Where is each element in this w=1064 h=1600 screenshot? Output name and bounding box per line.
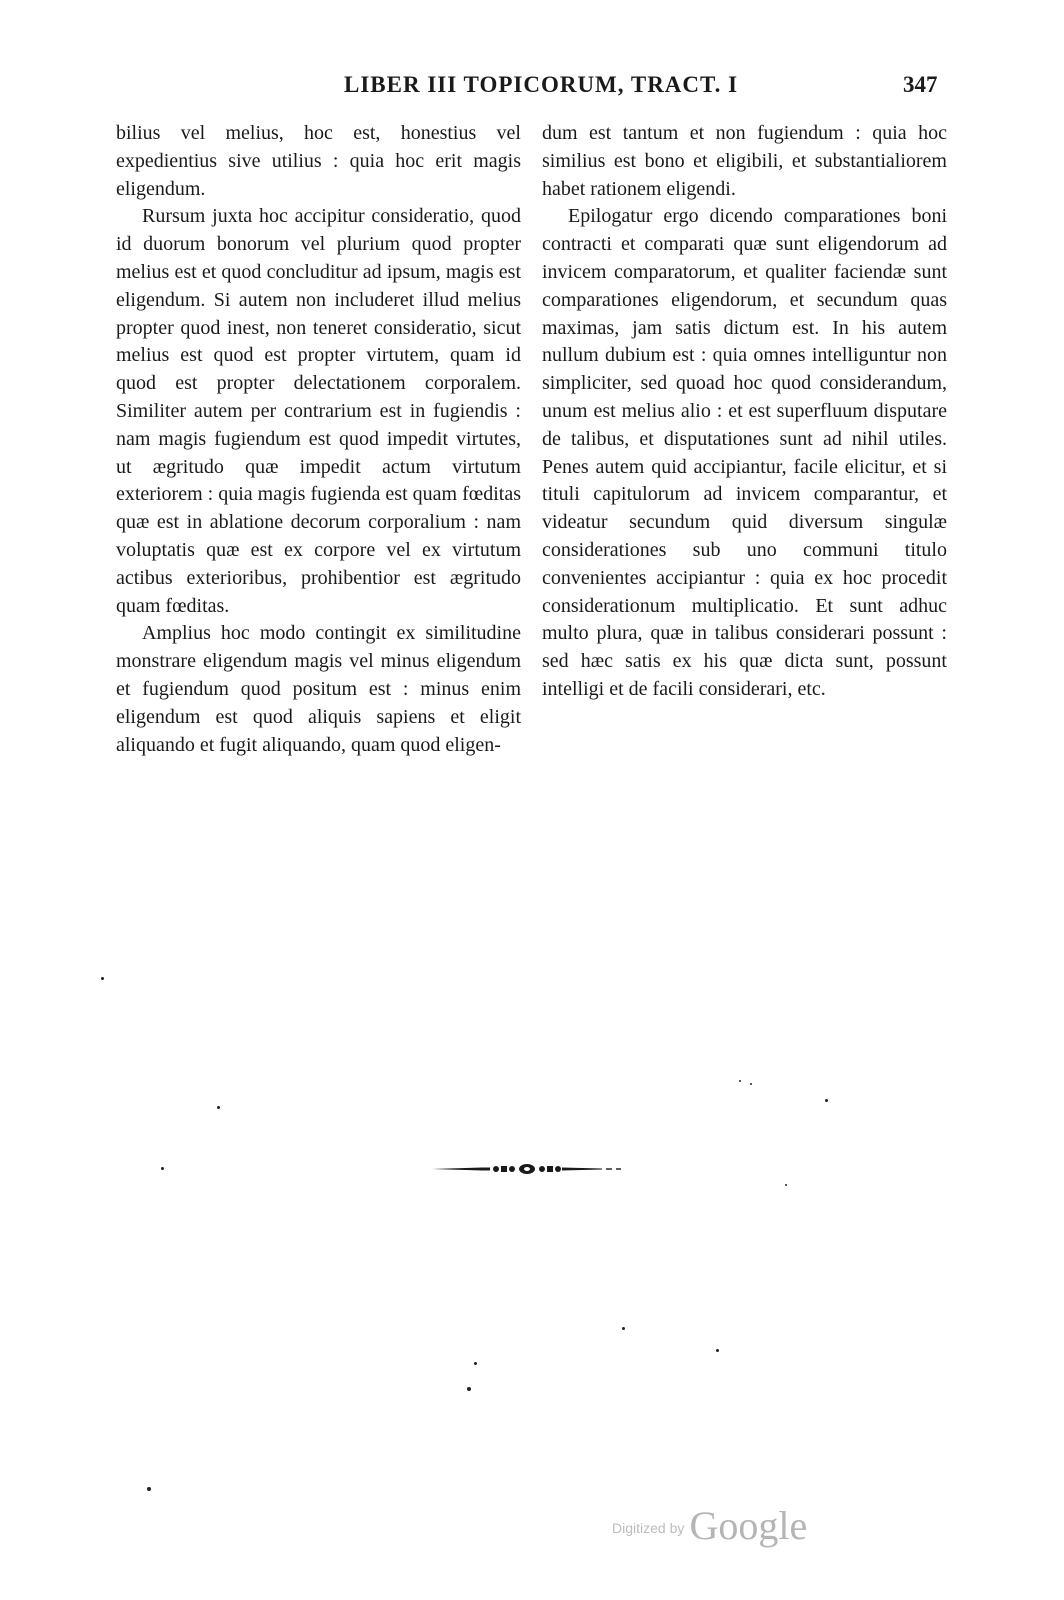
left-paragraph-2: Rursum juxta hoc accipitur consideratio, quod id duorum bonorum vel plurium quod propter melius est et quod concluditur ad ipsum, magis est eligendum. Si autem non includeret illud melius propter quod inest, non teneret consideratio, sicut melius est quod est propter virtutem, quam id quod est propter delectationem corporalem. Similiter autem per contrarium est in fugiendis : nam magis fugiendum est quod impedit virtutes, ut ægritudo quæ impedit actum virtutum exteriorem : quia magis fugienda est quam fœditas quæ est in ablatione decorum corporalium : nam voluptatis quæ est ex corpore vel ex virtutum actibus exterioribus, prohibentior est ægritudo quam fœditas. xyxy=(116,205,521,617)
google-watermark xyxy=(612,1502,807,1549)
paper-speck xyxy=(622,1327,625,1330)
paper-speck xyxy=(474,1362,477,1365)
right-column xyxy=(542,120,947,704)
right-paragraph-1: dum est tantum et non fugiendum : quia hoc similius est bono et eligibili, et substantialiorem habet rationem eligendi. xyxy=(542,122,947,200)
paper-speck xyxy=(101,977,104,980)
digitized-by-label: Digitized by xyxy=(612,1520,685,1536)
left-paragraph-1: bilius vel melius, hoc est, honestius vel expedientius sive utilius : quia hoc erit magis eligendum. xyxy=(116,122,521,200)
page-number: 347 xyxy=(903,72,938,97)
running-head xyxy=(0,72,1064,108)
paper-speck xyxy=(739,1080,741,1082)
right-paragraph-2: Epilogatur ergo dicendo comparationes boni contracti et comparati quæ sunt eligendorum ad invicem comparatorum, et qualiter faciendæ sunt comparationes eligendorum, et secundum quas maximas, jam satis dictum est. In his autem nullum dubium est : quia omnes intelliguntur non simpliciter, sed quoad hoc quod considerandum, unum est melius alio : et est superfluum disputare de talibus, et disputationes sunt ad nihil utiles. Penes autem quid accipiantur, facile elicitur, et si tituli capitulorum ad invicem comparantur, et videatur secundum quid diversum singulæ considerationes sub uno communi titulo convenientes accipiantur : quia ex hoc procedit considerationum multiplicatio. Et sunt adhuc multo plura, quæ in talibus considerari possunt : sed hæc satis ex his quæ dicta sunt, possunt intelligi et de facili considerari, etc. xyxy=(542,205,947,700)
paper-speck xyxy=(161,1167,164,1170)
left-column xyxy=(116,120,521,759)
google-logo: Google xyxy=(689,1503,808,1548)
paper-speck xyxy=(785,1184,787,1186)
paper-speck xyxy=(217,1106,220,1109)
paper-speck xyxy=(147,1487,151,1491)
paper-speck xyxy=(716,1349,719,1352)
left-paragraph-3: Amplius hoc modo contingit ex similitudine monstrare eligendum magis vel minus eligendum et fugiendum quod positum est : minus enim eligendum est quod aliquis sapiens et eligit aliquando et fugit aliquando, quam quod eligen- xyxy=(116,622,521,756)
paper-speck xyxy=(467,1387,471,1391)
paper-speck xyxy=(825,1099,828,1102)
ornament-rule-icon xyxy=(432,1162,632,1176)
running-title: LIBER III TOPICORUM, TRACT. I xyxy=(344,72,739,97)
paper-speck xyxy=(750,1083,752,1085)
